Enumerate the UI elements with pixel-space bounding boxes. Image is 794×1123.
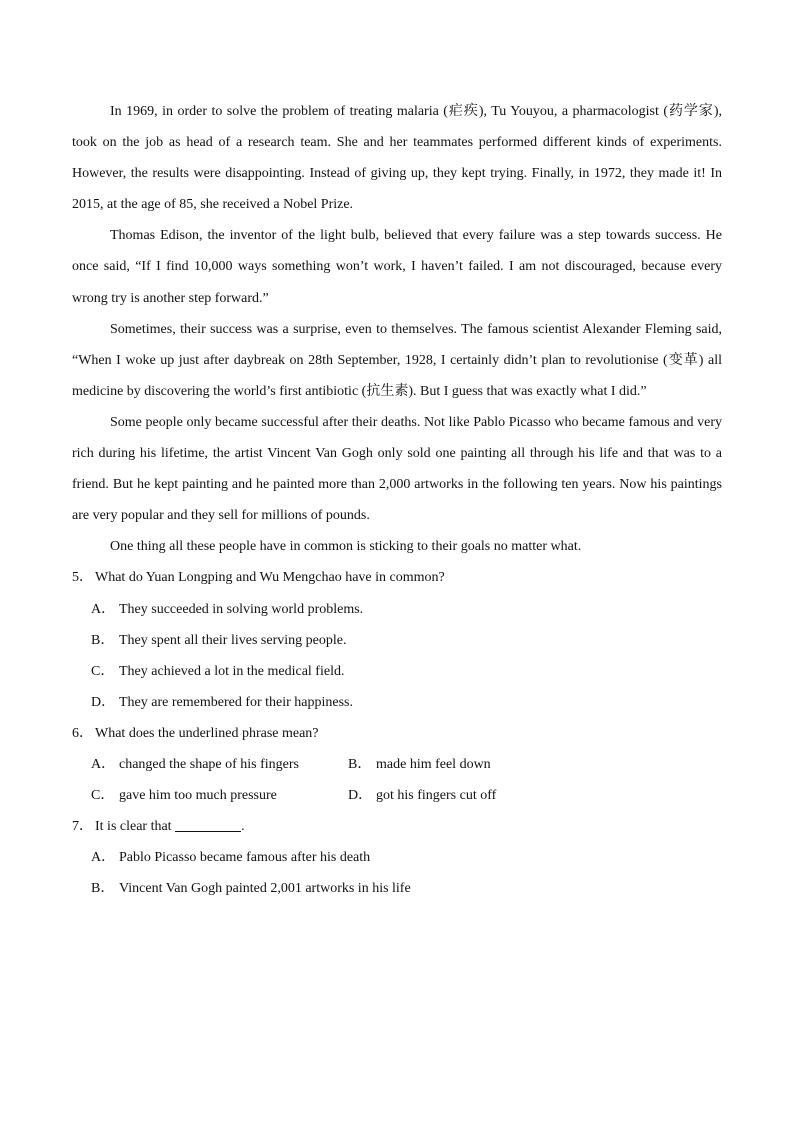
option-text: got his fingers cut off <box>376 788 497 804</box>
question-text: It is clear that <box>95 819 176 835</box>
option-label: B． <box>348 756 372 772</box>
answer-blank[interactable] <box>175 817 241 832</box>
option-text: They achieved a lot in the medical field. <box>119 663 345 679</box>
option-label: A． <box>91 850 116 866</box>
option-row <box>72 780 722 811</box>
passage-paragraph: Some people only became successful after their deaths. Not like Pablo Picasso who became famous and very rich during his lifetime, the artist Vincent Van Gogh only sold one painting all through his life and that was to a friend. But he kept painting and he painted more than 2,000 artworks in the following ten years. Now his paintings are very popular and they sell for millions of pounds. <box>72 414 722 524</box>
option-label: B． <box>91 632 115 648</box>
option-label: D． <box>91 694 116 710</box>
question-6 <box>72 718 722 749</box>
option-text: They spent all their lives serving people. <box>119 632 347 648</box>
question-text: What does the underlined phrase mean? <box>95 725 319 741</box>
option-label: A． <box>91 756 116 772</box>
option-text: They are remembered for their happiness. <box>119 694 354 710</box>
question-text-end: . <box>241 819 245 835</box>
question-7 <box>72 811 722 842</box>
option-text: Vincent Van Gogh painted 2,001 artworks in his life <box>119 881 411 897</box>
option-5d <box>72 687 722 718</box>
option-label: B． <box>91 881 115 897</box>
passage-paragraph: Sometimes, their success was a surprise, even to themselves. The famous scientist Alexander Fleming said, “When I woke up just after daybreak on 28th September, 1928, I certainly didn’t plan to revolutionise (变革) all medicine by discovering the world’s first antibiotic (抗生素). But I guess that was exactly what I did.” <box>72 321 722 399</box>
question-text: What do Yuan Longping and Wu Mengchao have in common? <box>95 570 445 586</box>
question-5 <box>72 562 722 593</box>
option-label: C． <box>91 663 115 679</box>
option-text: They succeeded in solving world problems. <box>119 601 364 617</box>
option-7a <box>72 842 722 873</box>
option-label: A． <box>91 601 116 617</box>
option-6d <box>348 780 496 811</box>
option-label: C． <box>91 788 115 804</box>
question-number: 5． <box>72 570 93 586</box>
question-number: 6． <box>72 725 93 741</box>
option-label: D． <box>348 788 373 804</box>
option-5a <box>72 594 722 625</box>
option-row <box>72 749 722 780</box>
option-text: made him feel down <box>376 756 491 772</box>
option-6c <box>91 780 348 811</box>
passage-paragraph: In 1969, in order to solve the problem of treating malaria (疟疾), Tu Youyou, a pharmacologist (药学家), took on the job as head of a research team. She and her teammates performed different kinds of experiments. However, the results were disappointing. Instead of giving up, they kept trying. Finally, in 1972, they made it! In 2015, at the age of 85, she received a Nobel Prize. <box>72 104 722 213</box>
option-text: gave him too much pressure <box>119 788 277 804</box>
option-7b <box>72 873 722 904</box>
option-6b <box>348 749 491 780</box>
page-content <box>72 96 722 904</box>
passage-paragraph: Thomas Edison, the inventor of the light bulb, believed that every failure was a step towards success. He once said, “If I find 10,000 ways something won’t work, I haven’t failed. I am not discouraged, because every wrong try is another step forward.” <box>72 228 722 306</box>
option-5c <box>72 656 722 687</box>
passage-paragraph: One thing all these people have in common is sticking to their goals no matter what. <box>110 539 582 555</box>
option-text: changed the shape of his fingers <box>119 756 299 772</box>
option-6a <box>91 749 348 780</box>
question-number: 7． <box>72 819 93 835</box>
option-text: Pablo Picasso became famous after his death <box>119 850 371 866</box>
option-5b <box>72 625 722 656</box>
